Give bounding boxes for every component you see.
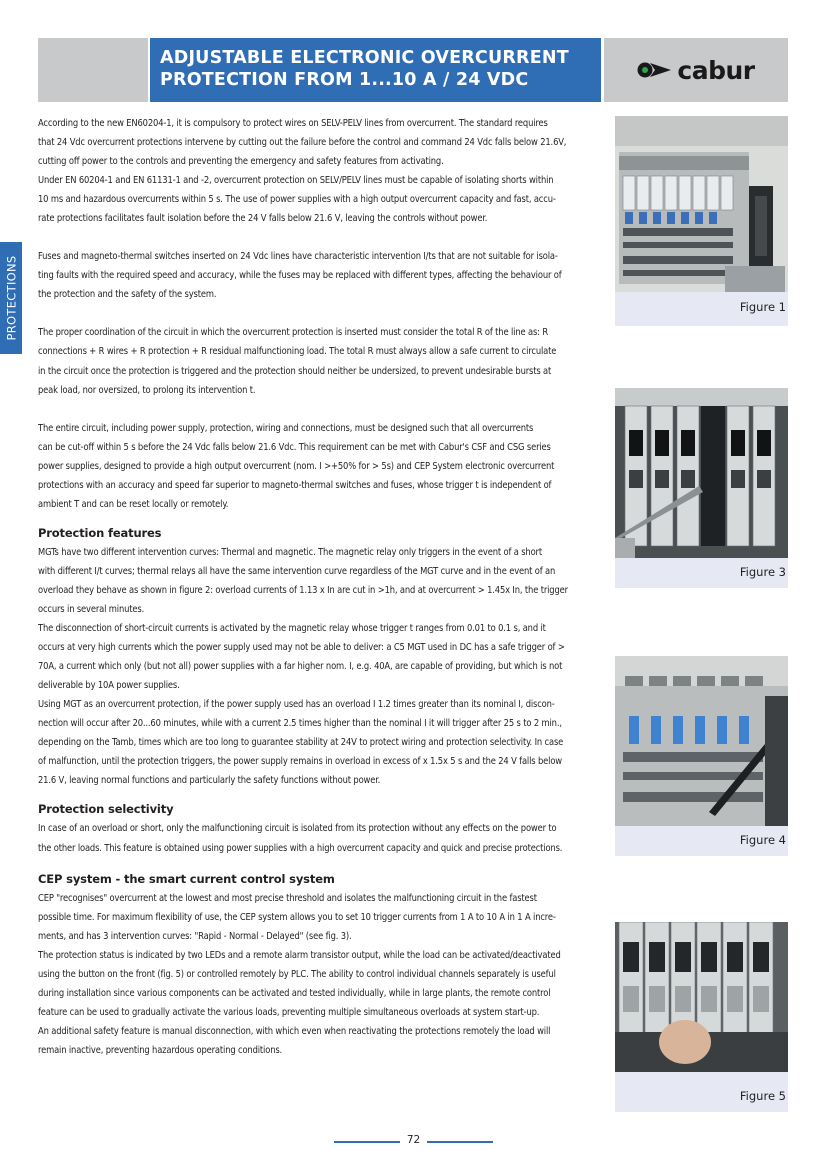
text-line: In case of an overload or short, only the malfunctioning circuit is isolated from its protection without any effects on the power to (38, 823, 557, 835)
text-line: The entire circuit, including power supply, protection, wiring and connections, must be designed such that all overcurrents (38, 422, 534, 434)
text-line: that 24 Vdc overcurrent protections intervene by cutting out the failure before the control and command 24 Vdc falls below 21.6V, (38, 137, 567, 149)
text-line: The proper coordination of the circuit in which the overcurrent protection is inserted must consider the total R of the line as: R (38, 327, 548, 339)
text-line: deliverable by 10A power supplies. (38, 680, 180, 692)
protection-features-heading: Protection features (38, 525, 162, 540)
text-line: 70A, a current which only (but not all) power supplies with a far higher nom. I, e.g. 40A, are capable of providing, but which is not (38, 661, 563, 673)
footer-rule-left (334, 1141, 400, 1143)
text-line: during installation since various components can be activated and tested individually, while in large plants, the remote control (38, 987, 551, 999)
text-line: can be cut-off within 5 s before the 24 Vdc falls below 21.6 Vdc. This requirement can be met with Cabur's CSF and CSG series (38, 441, 551, 453)
text-line: overload they behave as shown in figure 2: overload currents of 1.13 x In are cut in >1h, and at overcurrent > 1.45x In, the trigger (38, 584, 568, 596)
text-line: CEP "recognises" overcurrent at the lowest and most precise threshold and isolates the malfunctioning circuit in the fastest (38, 892, 537, 904)
figure-1-photo (615, 116, 788, 292)
text-line: the protection and the safety of the system. (38, 289, 217, 301)
text-line: power supplies, designed to provide a high output overcurrent (nom. I >+50% for > 5s) and CEP System electronic overcurrent (38, 460, 555, 472)
coordination-paragraph (38, 323, 598, 399)
text-line: rate protections facilitates fault isolation before the 24 V falls below 21.6 V, leaving the controls without power. (38, 213, 488, 225)
text-line: using the button on the front (fig. 5) or controlled remotely by PLC. The ability to control individual channels separately is useful (38, 968, 556, 980)
cep-system-body (38, 889, 598, 1060)
text-line: Using MGT as an overcurrent protection, if the power supply used has an overload I 1.2 times greater than its nominal I, discon- (38, 699, 555, 711)
text-line: the other loads. This feature is obtained using power supplies with a high overcurrent capacity and quick and precise protections. (38, 842, 563, 854)
text-line: An additional safety feature is manual disconnection, with which even when reactivating the protections remotely the load will (38, 1025, 551, 1037)
intro-paragraph (38, 114, 598, 228)
text-line: Under EN 60204-1 and EN 61131-1 and -2, overcurrent protection on SELV/PELV lines must be capable of isolating shorts within (38, 175, 554, 187)
figure-5-photo (615, 922, 788, 1072)
cabur-logo-icon (637, 59, 673, 81)
figure-4-photo (615, 656, 788, 826)
text-line: ments, and has 3 intervention curves: "Rapid - Normal - Delayed" (see fig. 3). (38, 930, 352, 942)
section-side-tab (0, 242, 22, 354)
cabur-logo-text: cabur (677, 55, 755, 85)
figure-3-photo (615, 388, 788, 558)
protection-selectivity-body (38, 819, 598, 857)
text-line: The protection status is indicated by two LEDs and a remote alarm transistor output, while the load can be activated/deactivated (38, 949, 561, 961)
text-line: MGTs have two different intervention curves: Thermal and magnetic. The magnetic relay only triggers in the event of a short (38, 546, 542, 558)
text-line: ting faults with the required speed and accuracy, while the fuses may be replaced with different types, affecting the behaviour of (38, 270, 562, 282)
text-line: 21.6 V, leaving normal functions and particularly the safety functions without power. (38, 775, 381, 787)
figure-5-panel (615, 922, 788, 1112)
figure-5-caption: Figure 5 (739, 1089, 786, 1103)
protection-selectivity-heading: Protection selectivity (38, 802, 174, 817)
figure-1-caption: Figure 1 (739, 300, 786, 314)
text-line: with different I/t curves; thermal relays all have the same intervention curve regardless of the MGT curve and in the event of an (38, 565, 556, 577)
header-grey-block (38, 38, 148, 102)
text-line: occurs at very high currents which the power supply used may not be able to deliver: a C5 MGT used in DC has a safe trigger of > (38, 642, 565, 654)
figure-1-panel (615, 116, 788, 326)
figure-4-caption: Figure 4 (739, 833, 786, 847)
protection-features-body (38, 543, 598, 791)
text-line: ambient T and can be reset locally or remotely. (38, 498, 229, 510)
text-line: occurs in several minutes. (38, 603, 145, 615)
text-line: connections + R wires + R protection + R residual malfunctioning load. The total R must always allow a safe current to circulate (38, 346, 557, 358)
text-line: possible time. For maximum flexibility of use, the CEP system allows you to set 10 trigger currents from 1 A to 10 A in 1 A incre- (38, 911, 556, 923)
text-line: of malfunction, until the protection triggers, the power supply remains in overload in excess of x 1.5x 5 s and the 24 V falls below (38, 756, 562, 768)
cabur-logo (604, 38, 788, 102)
page-number: 72 (406, 1134, 421, 1146)
page-title (150, 38, 601, 102)
figure-3-panel (615, 388, 788, 588)
text-line: cutting off power to the controls and preventing the emergency and safety features from activating. (38, 156, 444, 168)
text-line: 10 ms and hazardous overcurrents within 5 s. The use of power supplies with a high output overcurrent capacity and fast, accu- (38, 194, 556, 206)
text-line: According to the new EN60204-1, it is compulsory to protect wires on SELV-PELV lines from overcurrent. The standard requires (38, 118, 548, 129)
text-line: in the circuit once the protection is triggered and the protection should neither be undersized, to prevent undesirable bursts at (38, 365, 552, 377)
text-line: nection will occur after 20...60 minutes, while with a current 2.5 times higher than the nominal I it will trigger after 25 s to 2 min., (38, 718, 562, 730)
text-line: The disconnection of short-circuit currents is activated by the magnetic relay whose trigger t ranges from 0.01 to 0.1 s, and it (38, 623, 546, 635)
page-title-line-1: ADJUSTABLE ELECTRONIC OVERCURRENT (160, 48, 569, 68)
text-line: Fuses and magneto-thermal switches inserted on 24 Vdc lines have characteristic intervention I/ts that are not suitable for isola- (38, 251, 558, 263)
text-line: feature can be used to gradually activate the various loads, preventing multiple simultaneous overloads at system start-up. (38, 1006, 540, 1018)
main-text-column (38, 114, 598, 1060)
text-line: protections with an accuracy and speed far superior to magneto-thermal switches and fuses, whose trigger t is independent of (38, 479, 552, 491)
fuses-paragraph (38, 247, 598, 304)
page-title-line-2: PROTECTION FROM 1...10 A / 24 VDC (160, 70, 529, 90)
figure-3-caption: Figure 3 (739, 565, 786, 579)
footer-rule-right (427, 1141, 493, 1143)
text-line: peak load, nor oversized, to prolong its intervention t. (38, 384, 256, 396)
text-line: remain inactive, preventing hazardous operating conditions. (38, 1044, 283, 1056)
side-tab-label: PROTECTIONS (4, 255, 18, 341)
text-line: depending on the Tamb, times which are too long to guarantee stability at 24V to protect wiring and protection selectivity. In case (38, 737, 564, 749)
cep-system-heading: CEP system - the smart current control system (38, 871, 335, 886)
figure-4-panel (615, 656, 788, 856)
circuit-paragraph (38, 419, 598, 514)
